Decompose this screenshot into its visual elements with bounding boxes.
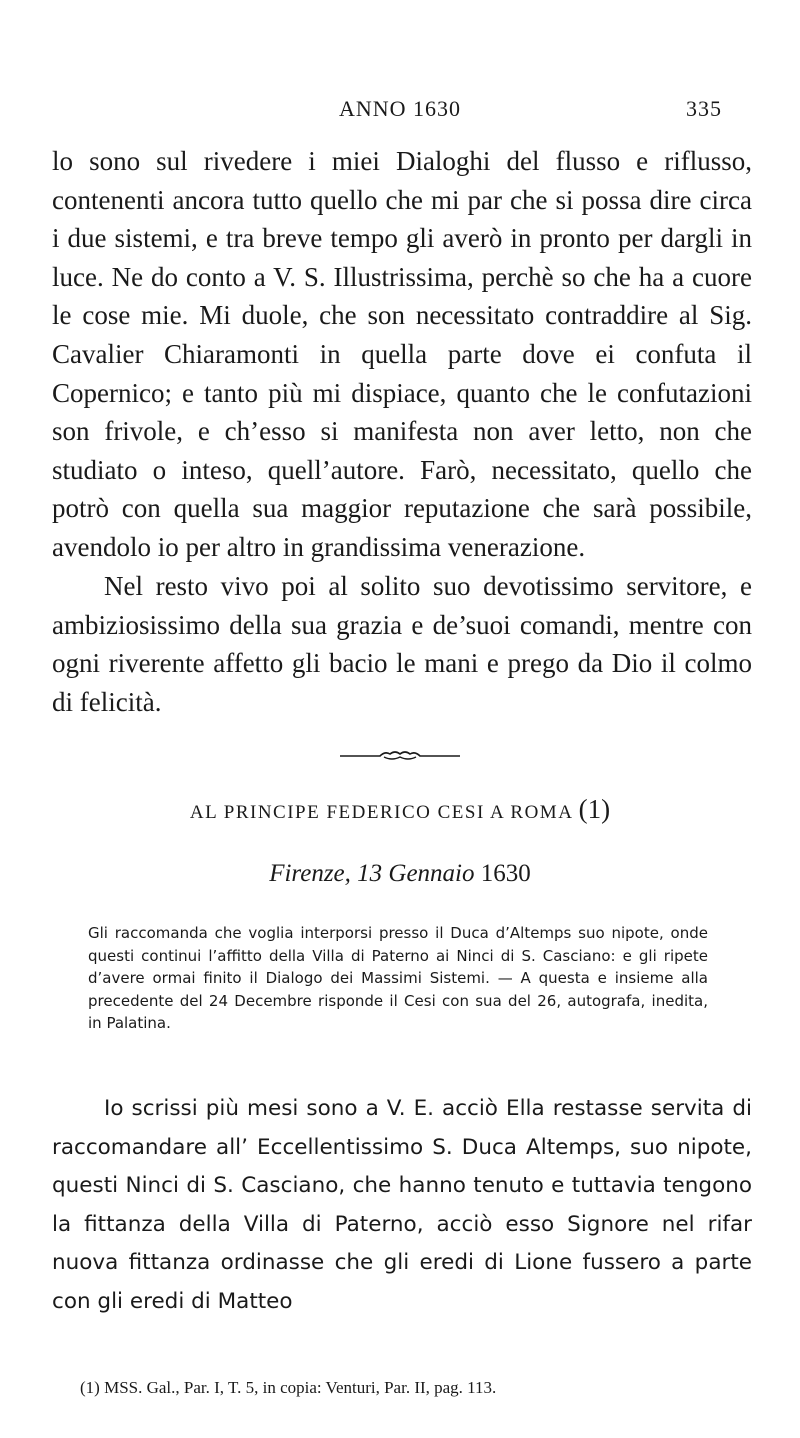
paragraph-1: lo sono sul rivedere i miei Dialoghi del flusso e riflusso, contenenti ancora tutto quello che mi par che si possa dire circa i due sistemi, e tra breve tempo gli averò in pronto per dargli in luce. Ne do conto a V. S. Illustrissima, perchè so che ha a cuore le cose mie. Mi duole, che son necessitato contraddire al Sig. Cavalier Chiaramonti in quella parte dove ei confuta il Copernico; e tanto più mi dispiace, quanto che le confutazioni son frivole, e ch’esso si manifesta non aver letto, non che studiato o inteso, quell’autore. Farò, necessitato, quello che potrò con quella sua maggior reputazione che sarà possibile, avendolo io per altro in grandissima venerazione.: [52, 146, 752, 562]
letter-body-paragraph: [52, 142, 752, 567]
running-title: ANNO 1630: [338, 96, 462, 121]
heading-text: AL PRINCIPE FEDERICO CESI A ROMA: [189, 802, 573, 823]
ornament-divider-icon: [340, 749, 460, 763]
dateline-year: 1630: [480, 860, 531, 887]
footnote: (1) MSS. Gal., Par. I, T. 5, in copia: Venturi, Par. II, pag. 113.: [80, 1378, 497, 1397]
letter-text: [52, 1090, 752, 1321]
letter-summary: Gli raccomanda che voglia interporsi presso il Duca d’Altemps suo nipote, onde questi continui l’affitto della Villa di Paterno ai Ninci di S. Casciano: e gli ripete d’avere ormai finito il Dialogo dei Massimi Sistemi. — A questa e insieme alla precedente del 24 Decembre risponde il Cesi con sua del 26, autografa, inedita, in Palatina.: [88, 924, 708, 1032]
letter-closing-paragraph: [52, 567, 752, 721]
page-number: 335: [686, 96, 722, 121]
letter-heading: [0, 794, 800, 825]
dateline-place: Firenze, 13 Gennaio: [269, 860, 475, 887]
running-head: [0, 96, 800, 126]
paragraph-2: Nel resto vivo poi al solito suo devotissimo servitore, e ambiziosissimo della sua grazia e de’suoi comandi, mentre con ogni riverente affetto gli bacio le mani e prego da Dio il colmo di felicità.: [52, 571, 752, 717]
footnote-marker: (1): [578, 794, 611, 824]
dateline: [0, 860, 800, 888]
letter-text-paragraph: Io scrissi più mesi sono a V. E. acciò Ella restasse servita di raccomandare all’ Eccellentissimo S. Duca Altemps, suo nipote, questi Ninci di S. Casciano, che hanno tenuto e tuttavia tengono la fittanza della Villa di Paterno, acciò esso Signore nel rifar nuova fittanza ordinasse che gli eredi di Lione fussero a parte con gli eredi di Matteo: [52, 1096, 752, 1314]
